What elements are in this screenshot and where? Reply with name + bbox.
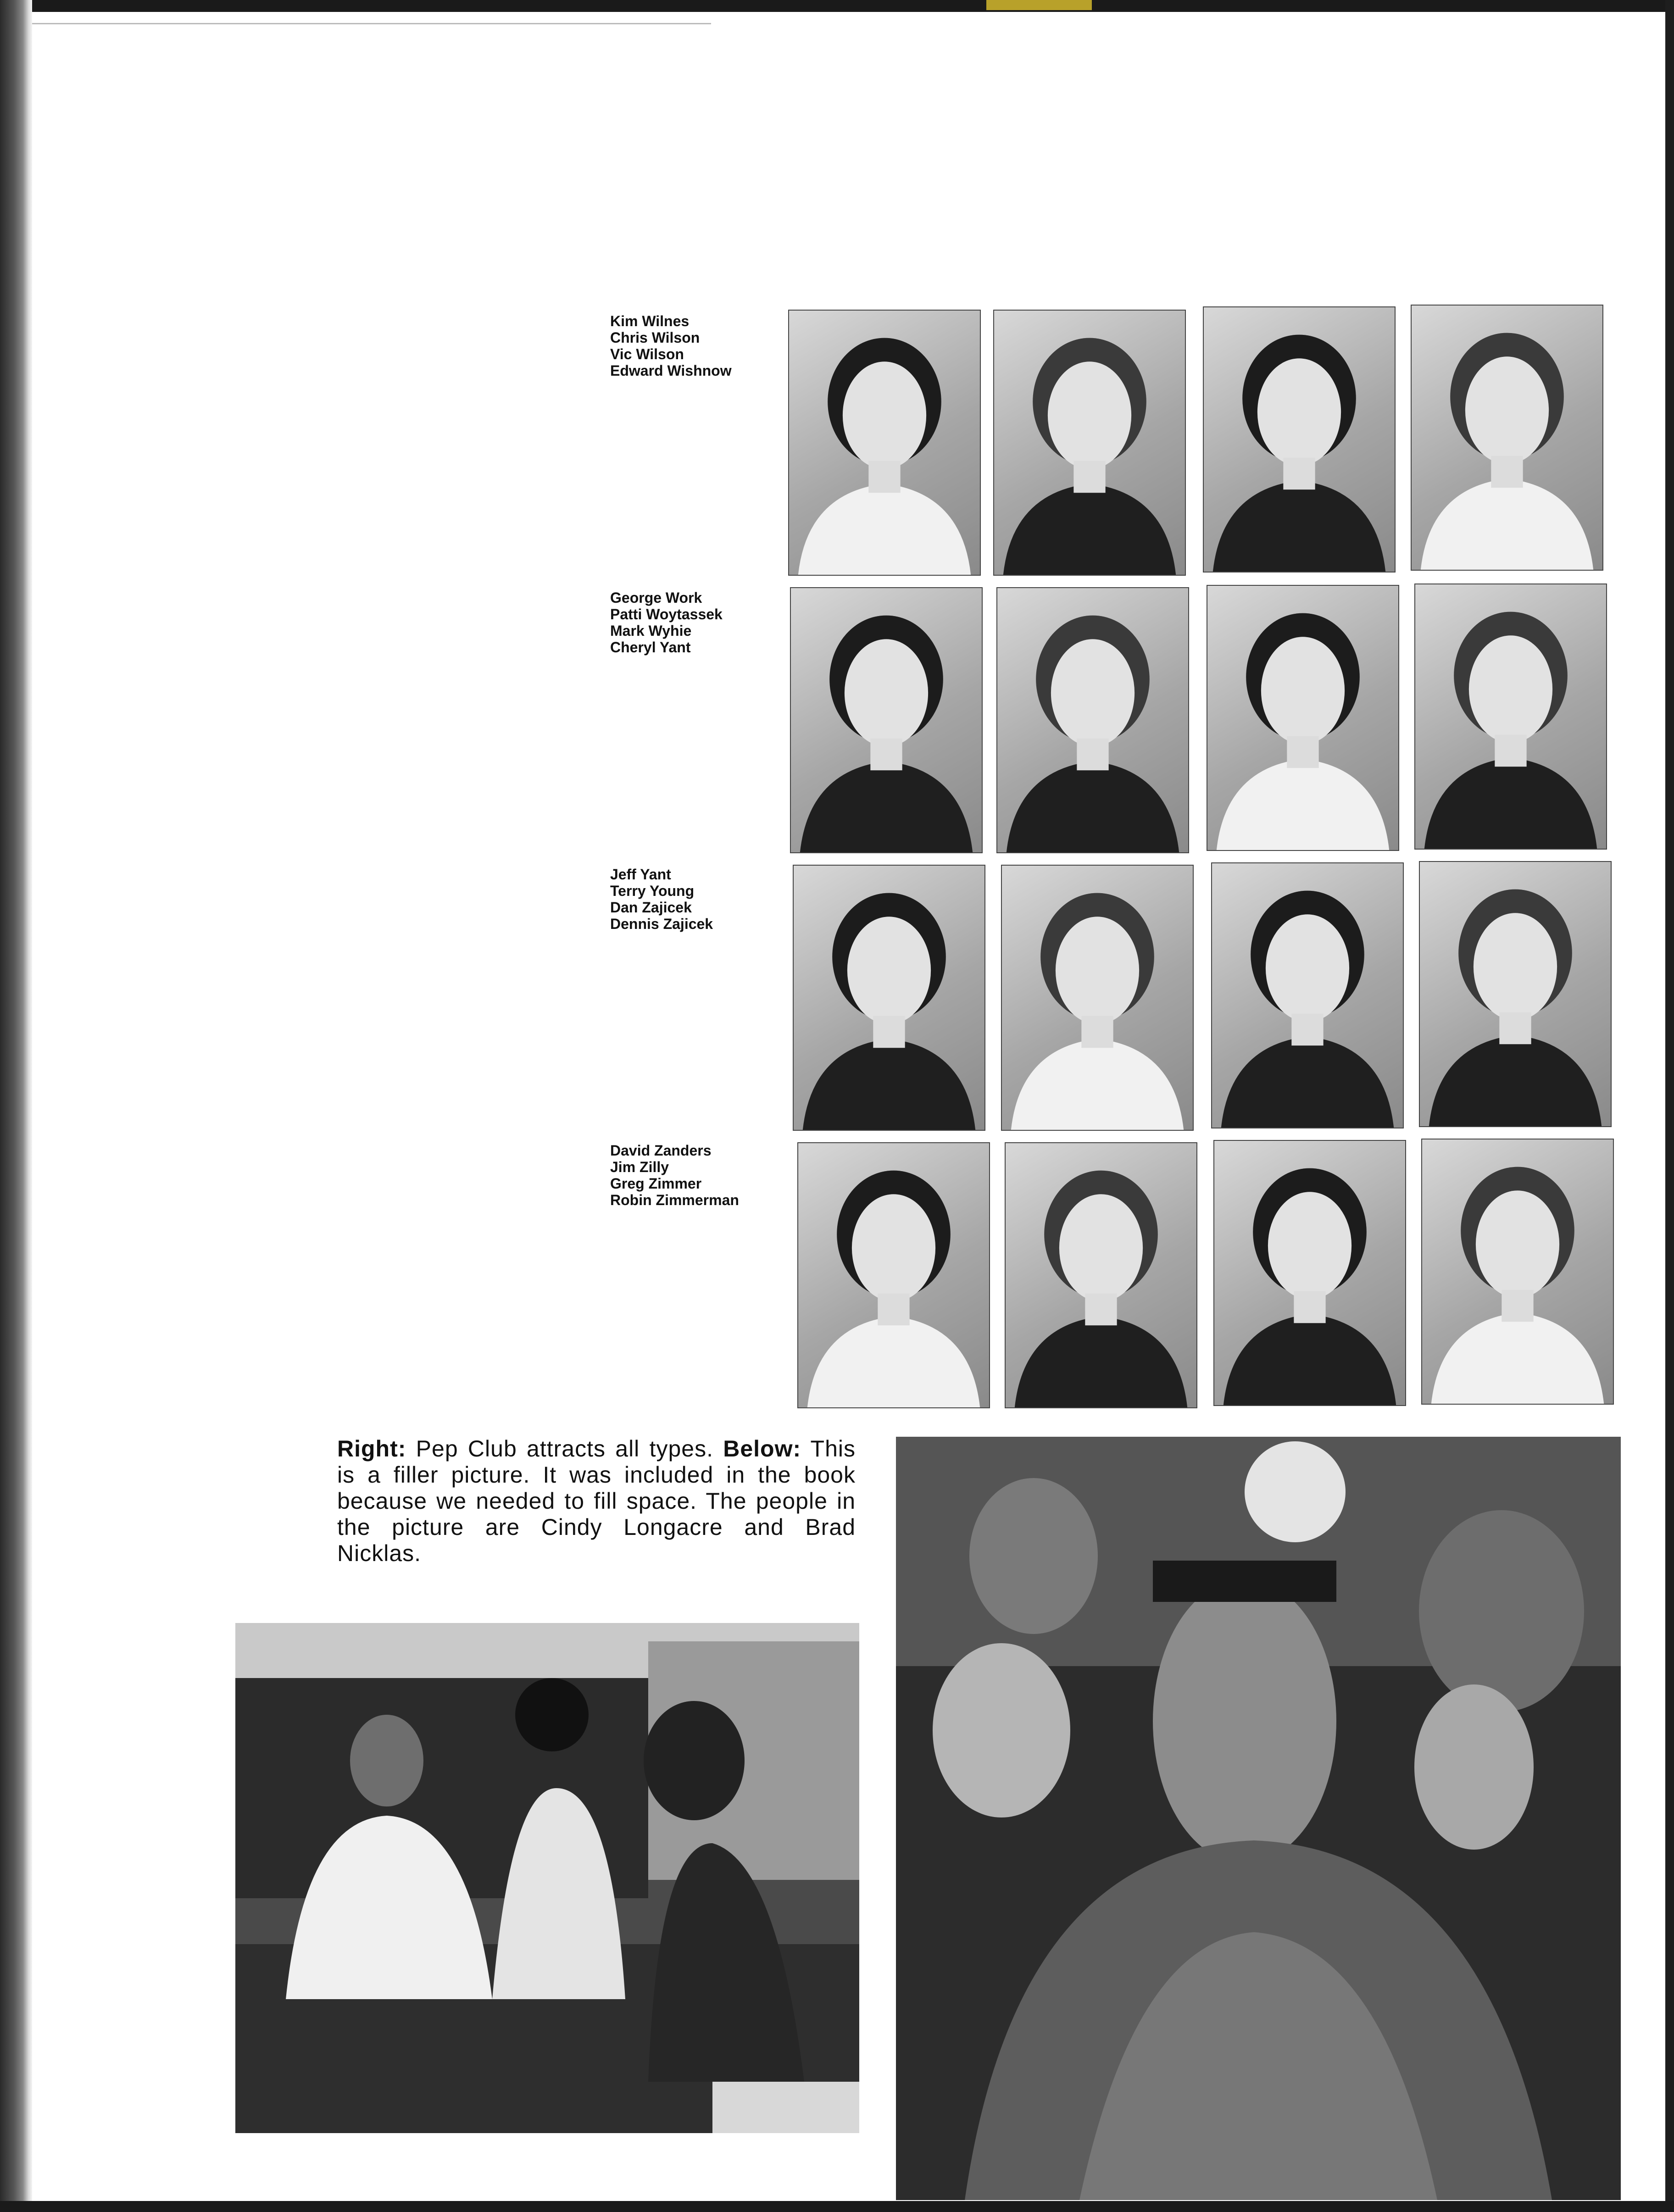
student-name: Kim Wilnes xyxy=(610,313,690,329)
student-name: Jeff Yant xyxy=(610,866,671,883)
student-name: Mark Wyhie xyxy=(610,622,692,639)
page-edge-line xyxy=(32,23,711,24)
caption-below-label: Below: xyxy=(723,1436,801,1462)
portrait-photo xyxy=(1207,585,1399,851)
book-binding-edge xyxy=(0,0,32,2212)
portrait-photo xyxy=(996,587,1189,853)
portrait-photo xyxy=(1211,862,1404,1128)
student-name: Dennis Zajicek xyxy=(610,916,713,932)
name-list-row-2 xyxy=(610,589,775,656)
caption-right-label: Right: xyxy=(337,1436,406,1462)
scan-right-border xyxy=(1665,0,1674,2212)
portrait-photo xyxy=(797,1142,990,1408)
student-name: Robin Zimmerman xyxy=(610,1192,739,1208)
portrait-photo xyxy=(1005,1142,1197,1408)
portrait-photo xyxy=(993,310,1186,576)
filler-photo xyxy=(235,1623,859,2133)
portrait-photo xyxy=(1001,865,1194,1131)
portrait-photo xyxy=(793,865,985,1131)
pep-club-photo xyxy=(896,1437,1621,2200)
photo-caption xyxy=(337,1436,856,1567)
portrait-photo xyxy=(788,310,981,576)
student-name: George Work xyxy=(610,589,702,606)
portrait-photo xyxy=(1213,1140,1406,1406)
name-list-row-1 xyxy=(610,313,775,379)
caption-below-text: This is a filler picture. It was included in the book because we needed to fill space. The people in the picture are Cindy Longacre and Brad Nicklas. xyxy=(337,1436,856,1566)
portrait-photo xyxy=(1421,1139,1614,1405)
student-name: Vic Wilson xyxy=(610,346,684,362)
scan-top-border xyxy=(0,0,1674,12)
portrait-photo xyxy=(1203,306,1396,572)
name-list-row-4 xyxy=(610,1142,775,1208)
student-name: Cheryl Yant xyxy=(610,639,691,656)
caption-right-text: Pep Club attracts all types. xyxy=(406,1436,723,1462)
portrait-photo xyxy=(1414,584,1607,850)
name-list-row-3 xyxy=(610,866,775,932)
student-name: Jim Zilly xyxy=(610,1159,669,1175)
student-name: Chris Wilson xyxy=(610,329,700,346)
student-name: Greg Zimmer xyxy=(610,1175,702,1192)
scan-top-accent xyxy=(986,0,1092,10)
student-name: Dan Zajicek xyxy=(610,899,692,916)
scan-bottom-border xyxy=(0,2201,1674,2212)
portrait-photo xyxy=(790,587,983,853)
student-name: David Zanders xyxy=(610,1142,712,1159)
portrait-photo xyxy=(1411,305,1603,571)
student-name: Terry Young xyxy=(610,883,695,899)
student-name: Patti Woytassek xyxy=(610,606,723,622)
student-name: Edward Wishnow xyxy=(610,362,732,379)
portrait-photo xyxy=(1419,861,1612,1127)
